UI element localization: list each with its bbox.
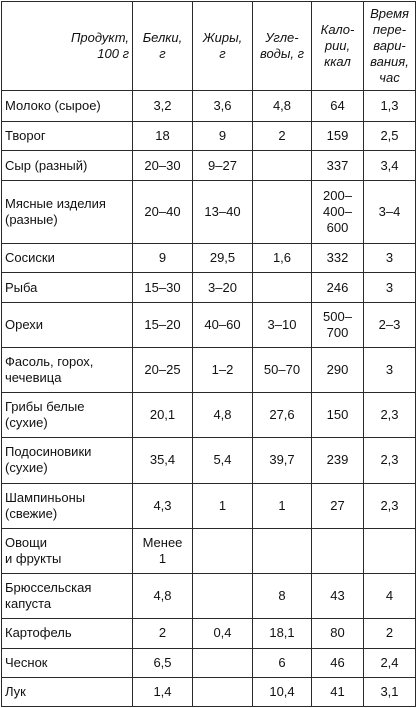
cell-carbs: 18,1 bbox=[253, 618, 312, 648]
cell-carbs: 39,7 bbox=[253, 438, 312, 483]
cell-digestion-time: 2 bbox=[364, 618, 416, 648]
cell-digestion-time: 2,3 bbox=[364, 393, 416, 438]
cell-digestion-time: 3 bbox=[364, 243, 416, 273]
cell-calories: 80 bbox=[312, 618, 364, 648]
cell-product: Сосиски bbox=[2, 243, 133, 273]
cell-calories bbox=[312, 528, 364, 573]
cell-protein: 20,1 bbox=[133, 393, 193, 438]
cell-product: Сыр (разный) bbox=[2, 151, 133, 181]
cell-digestion-time: 3 bbox=[364, 348, 416, 393]
cell-carbs: 8 bbox=[253, 573, 312, 618]
header-carbs: Угле- воды, г bbox=[253, 2, 312, 91]
cell-digestion-time: 2,5 bbox=[364, 121, 416, 151]
cell-product: Овощи и фрукты bbox=[2, 528, 133, 573]
cell-protein: Менее 1 bbox=[133, 528, 193, 573]
cell-digestion-time: 2,3 bbox=[364, 438, 416, 483]
cell-product: Шампиньоны (свежие) bbox=[2, 483, 133, 528]
cell-product: Подосиновики (сухие) bbox=[2, 438, 133, 483]
cell-protein: 9 bbox=[133, 243, 193, 273]
table-row bbox=[2, 348, 416, 393]
table-row bbox=[2, 618, 416, 648]
cell-fat: 1–2 bbox=[193, 348, 253, 393]
cell-calories: 332 bbox=[312, 243, 364, 273]
cell-product: Творог bbox=[2, 121, 133, 151]
table-row bbox=[2, 121, 416, 151]
cell-calories: 337 bbox=[312, 151, 364, 181]
cell-digestion-time: 3–4 bbox=[364, 181, 416, 244]
cell-product: Картофель bbox=[2, 618, 133, 648]
nutrition-table bbox=[1, 1, 416, 707]
cell-product: Чеснок bbox=[2, 648, 133, 678]
cell-carbs: 2 bbox=[253, 121, 312, 151]
cell-fat: 9–27 bbox=[193, 151, 253, 181]
table-row bbox=[2, 648, 416, 678]
cell-digestion-time: 3,1 bbox=[364, 678, 416, 707]
cell-carbs: 1,6 bbox=[253, 243, 312, 273]
cell-carbs: 1 bbox=[253, 483, 312, 528]
cell-carbs: 3–10 bbox=[253, 303, 312, 348]
cell-calories: 43 bbox=[312, 573, 364, 618]
table-row bbox=[2, 303, 416, 348]
cell-product: Фасоль, горох, чечевица bbox=[2, 348, 133, 393]
table-row bbox=[2, 181, 416, 244]
cell-product: Орехи bbox=[2, 303, 133, 348]
table-row bbox=[2, 91, 416, 122]
cell-fat: 3–20 bbox=[193, 273, 253, 303]
header-row bbox=[2, 2, 416, 91]
cell-protein: 2 bbox=[133, 618, 193, 648]
cell-fat: 3,6 bbox=[193, 91, 253, 122]
cell-product: Грибы белые (сухие) bbox=[2, 393, 133, 438]
cell-carbs: 27,6 bbox=[253, 393, 312, 438]
cell-calories: 290 bbox=[312, 348, 364, 393]
cell-carbs: 4,8 bbox=[253, 91, 312, 122]
cell-protein: 6,5 bbox=[133, 648, 193, 678]
cell-protein: 20–40 bbox=[133, 181, 193, 244]
header-fat: Жиры, г bbox=[193, 2, 253, 91]
cell-fat bbox=[193, 573, 253, 618]
cell-calories: 159 bbox=[312, 121, 364, 151]
cell-fat: 29,5 bbox=[193, 243, 253, 273]
cell-digestion-time: 2–3 bbox=[364, 303, 416, 348]
cell-protein: 20–30 bbox=[133, 151, 193, 181]
table-row bbox=[2, 483, 416, 528]
cell-protein: 18 bbox=[133, 121, 193, 151]
cell-product: Лук bbox=[2, 678, 133, 707]
header-digestion-time: Время пере- вари- вания, час bbox=[364, 2, 416, 91]
cell-carbs bbox=[253, 528, 312, 573]
cell-fat: 0,4 bbox=[193, 618, 253, 648]
cell-calories: 500– 700 bbox=[312, 303, 364, 348]
cell-fat: 9 bbox=[193, 121, 253, 151]
table-row bbox=[2, 438, 416, 483]
cell-protein: 4,3 bbox=[133, 483, 193, 528]
cell-digestion-time: 3 bbox=[364, 273, 416, 303]
table-row bbox=[2, 393, 416, 438]
cell-digestion-time: 2,4 bbox=[364, 648, 416, 678]
table-row bbox=[2, 243, 416, 273]
cell-calories: 150 bbox=[312, 393, 364, 438]
cell-product: Мясные изделия (разные) bbox=[2, 181, 133, 244]
cell-protein: 35,4 bbox=[133, 438, 193, 483]
cell-fat: 5,4 bbox=[193, 438, 253, 483]
table-row bbox=[2, 151, 416, 181]
cell-digestion-time: 1,3 bbox=[364, 91, 416, 122]
cell-protein: 15–20 bbox=[133, 303, 193, 348]
cell-carbs: 10,4 bbox=[253, 678, 312, 707]
cell-calories: 27 bbox=[312, 483, 364, 528]
cell-fat: 1 bbox=[193, 483, 253, 528]
cell-protein: 1,4 bbox=[133, 678, 193, 707]
cell-calories: 41 bbox=[312, 678, 364, 707]
cell-protein: 15–30 bbox=[133, 273, 193, 303]
cell-carbs: 50–70 bbox=[253, 348, 312, 393]
table-row bbox=[2, 528, 416, 573]
cell-fat: 13–40 bbox=[193, 181, 253, 244]
cell-digestion-time: 3,4 bbox=[364, 151, 416, 181]
cell-protein: 4,8 bbox=[133, 573, 193, 618]
table-row bbox=[2, 573, 416, 618]
cell-digestion-time: 4 bbox=[364, 573, 416, 618]
cell-fat bbox=[193, 528, 253, 573]
table-row bbox=[2, 678, 416, 707]
cell-carbs bbox=[253, 181, 312, 244]
cell-protein: 20–25 bbox=[133, 348, 193, 393]
cell-digestion-time: 2,3 bbox=[364, 483, 416, 528]
cell-fat bbox=[193, 678, 253, 707]
cell-calories: 46 bbox=[312, 648, 364, 678]
header-calories: Кало- рии, ккал bbox=[312, 2, 364, 91]
cell-fat bbox=[193, 648, 253, 678]
table-row bbox=[2, 273, 416, 303]
cell-calories: 200– 400– 600 bbox=[312, 181, 364, 244]
cell-carbs: 6 bbox=[253, 648, 312, 678]
cell-fat: 4,8 bbox=[193, 393, 253, 438]
cell-calories: 64 bbox=[312, 91, 364, 122]
cell-product: Рыба bbox=[2, 273, 133, 303]
cell-digestion-time bbox=[364, 528, 416, 573]
cell-product: Брюссельская капуста bbox=[2, 573, 133, 618]
cell-protein: 3,2 bbox=[133, 91, 193, 122]
cell-carbs bbox=[253, 151, 312, 181]
cell-product: Молоко (сырое) bbox=[2, 91, 133, 122]
header-protein: Белки, г bbox=[133, 2, 193, 91]
cell-carbs bbox=[253, 273, 312, 303]
cell-calories: 246 bbox=[312, 273, 364, 303]
cell-calories: 239 bbox=[312, 438, 364, 483]
header-product: Продукт, 100 г bbox=[2, 2, 133, 91]
cell-fat: 40–60 bbox=[193, 303, 253, 348]
